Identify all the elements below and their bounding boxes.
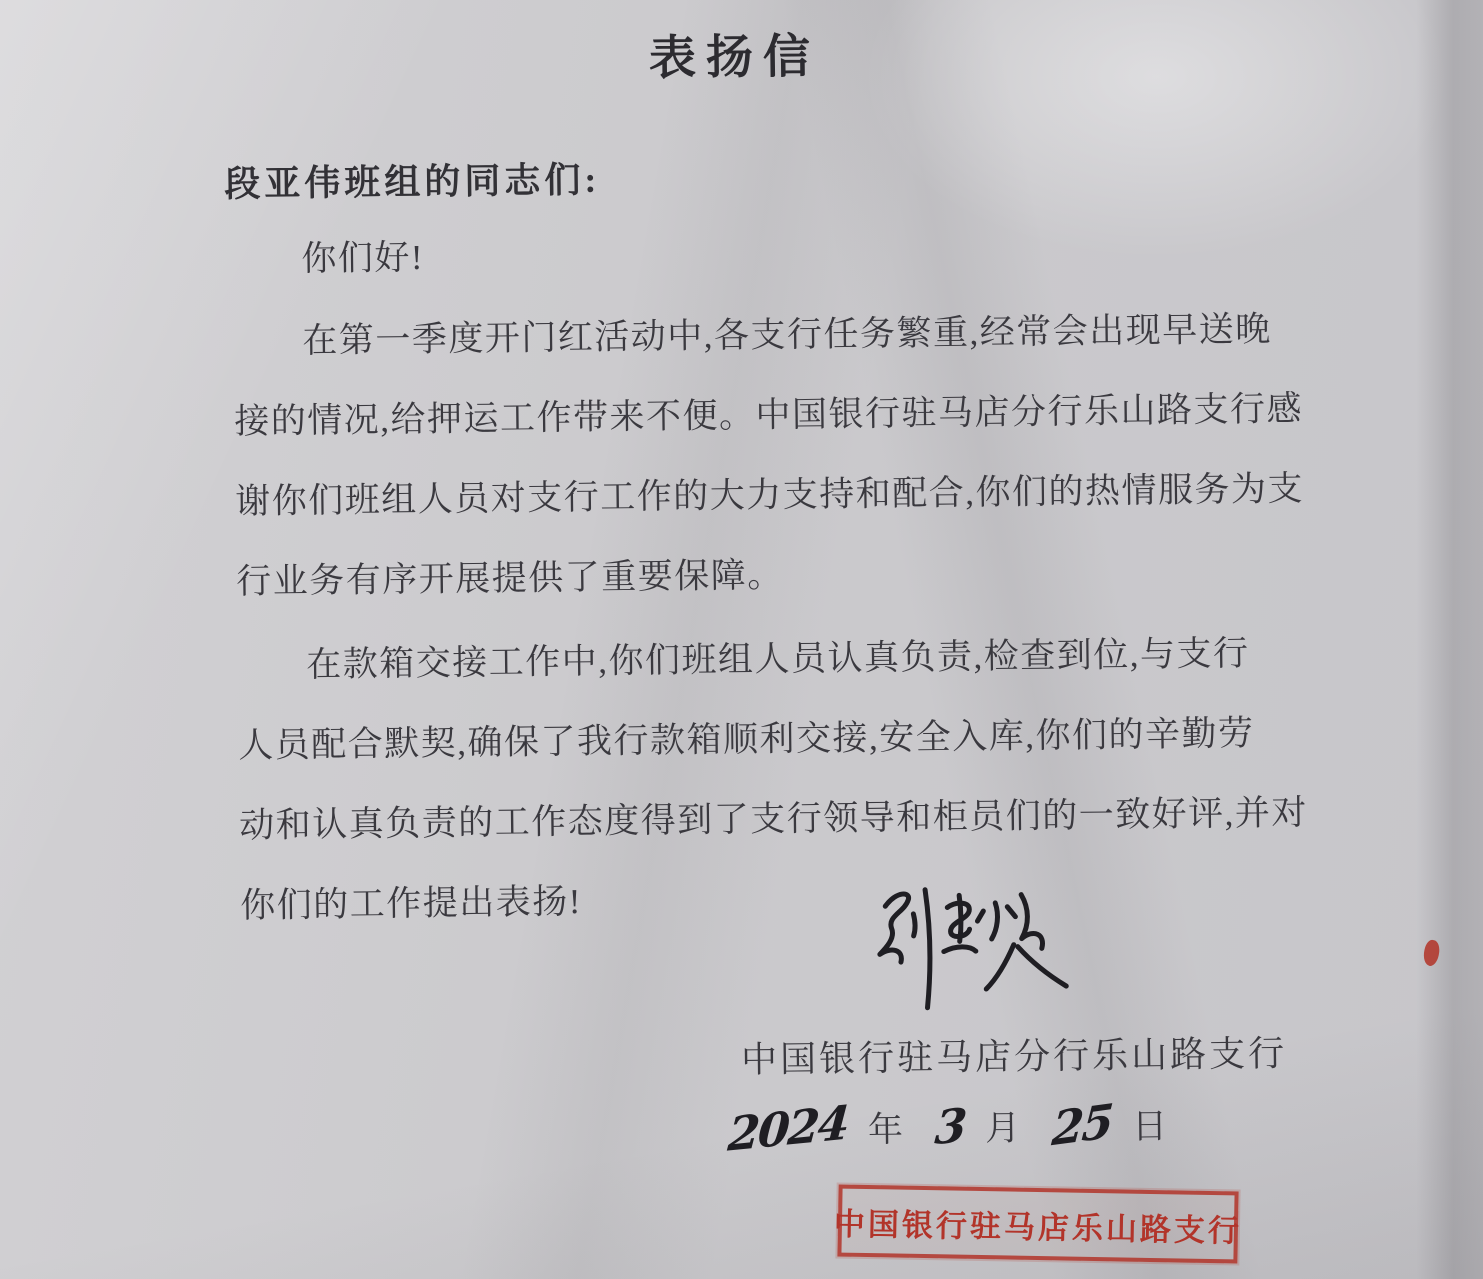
letter-line: 谢你们班组人员对支行工作的大力支持和配合,你们的热情服务为支 xyxy=(235,469,1305,522)
letter-salutation: 段亚伟班组的同志们: xyxy=(224,159,601,205)
letter-line: 接的情况,给押运工作带来不便。中国银行驻马店分行乐山路支行感 xyxy=(234,389,1304,442)
signature-handwriting xyxy=(855,864,1087,1020)
letter-line: 行业务有序开展提供了重要保障。 xyxy=(236,555,784,602)
letter-title: 表扬信 xyxy=(648,31,821,86)
letter-line: 在第一季度开门红活动中,各支行任务繁重,经常会出现早送晚 xyxy=(302,309,1272,361)
date-month-label: 月 xyxy=(984,1108,1021,1149)
date-day-label: 日 xyxy=(1131,1106,1168,1147)
date-line xyxy=(726,1093,1186,1162)
date-month-handwritten: 3 xyxy=(933,1097,968,1156)
letter-line: 在款箱交接工作中,你们班组人员认真负责,检查到位,与支行 xyxy=(306,633,1250,685)
date-year-handwritten: 2024 xyxy=(726,1095,850,1162)
letter-line: 人员配合默契,确保了我行款箱顺利交接,安全入库,你们的辛勤劳 xyxy=(238,713,1255,766)
official-stamp: 中国银行驻马店乐山路支行 xyxy=(837,1185,1238,1264)
letter-line: 动和认真负责的工作态度得到了支行领导和柜员们的一致好评,并对 xyxy=(238,793,1309,846)
date-year-label: 年 xyxy=(867,1110,904,1150)
letter-line: 你们好! xyxy=(301,237,425,279)
letter-line: 你们的工作提出表扬! xyxy=(239,881,583,926)
signature-svg xyxy=(855,864,1087,1015)
date-day-handwritten: 25 xyxy=(1050,1093,1114,1157)
org-signature-line: 中国银行驻马店分行乐山路支行 xyxy=(740,1033,1288,1081)
